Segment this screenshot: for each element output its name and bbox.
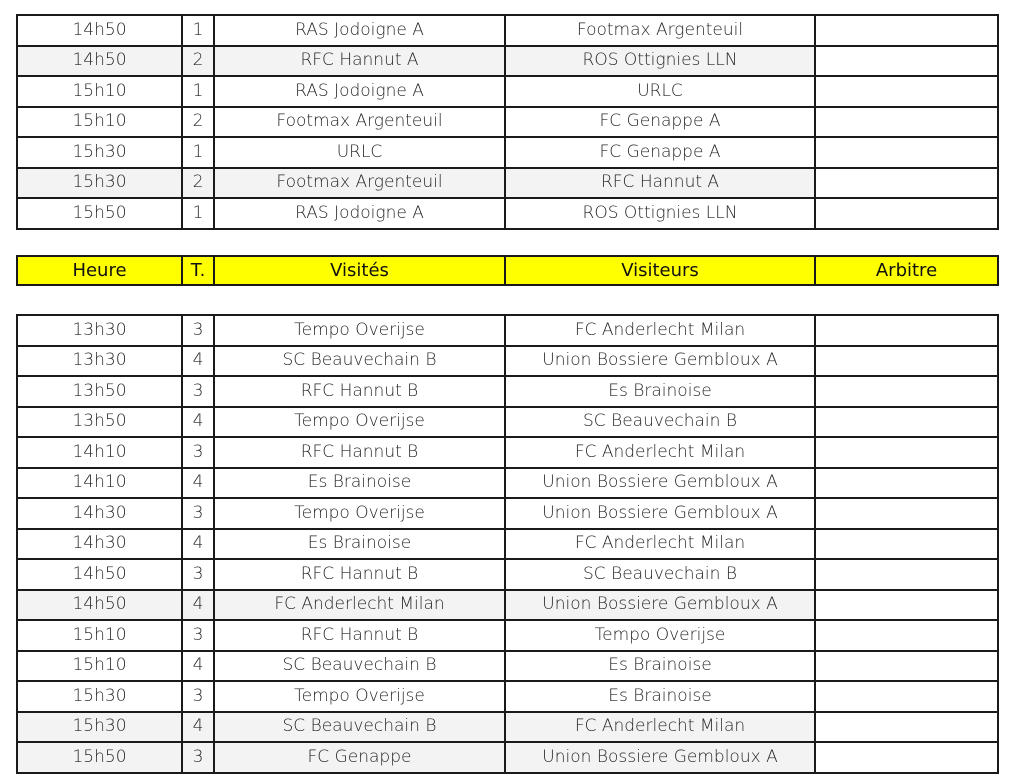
table-row: [17, 559, 998, 590]
match-time: 15h30: [17, 137, 182, 168]
schedule-table-bottom-body: [17, 315, 998, 773]
table-row: [17, 46, 998, 77]
match-terrain: 3: [182, 498, 214, 529]
table-row: [17, 168, 998, 199]
header-time: Heure: [17, 256, 182, 285]
home-team: RFC Hannut B: [214, 620, 505, 651]
table-row: [17, 620, 998, 651]
table-row: [17, 15, 998, 46]
referee-cell[interactable]: [815, 376, 998, 407]
header-referee: Arbitre: [815, 256, 998, 285]
away-team: FC Anderlecht Milan: [505, 437, 815, 468]
away-team: FC Anderlecht Milan: [505, 529, 815, 560]
away-team: FC Genappe A: [505, 107, 815, 138]
away-team: Footmax Argenteuil: [505, 15, 815, 46]
match-terrain: 2: [182, 107, 214, 138]
referee-cell[interactable]: [815, 468, 998, 499]
match-terrain: 3: [182, 559, 214, 590]
home-team: SC Beauvechain B: [214, 651, 505, 682]
home-team: Footmax Argenteuil: [214, 168, 505, 199]
match-time: 15h50: [17, 742, 182, 773]
referee-cell[interactable]: [815, 712, 998, 743]
match-terrain: 3: [182, 620, 214, 651]
match-time: 14h10: [17, 437, 182, 468]
away-team: Union Bossiere Gembloux A: [505, 590, 815, 621]
away-team: Es Brainoise: [505, 651, 815, 682]
header-away-team: Visiteurs: [505, 256, 815, 285]
table-row: [17, 590, 998, 621]
match-time: 13h50: [17, 407, 182, 438]
match-time: 15h10: [17, 651, 182, 682]
table-row: [17, 137, 998, 168]
match-terrain: 1: [182, 198, 214, 229]
home-team: FC Anderlecht Milan: [214, 590, 505, 621]
match-time: 14h30: [17, 498, 182, 529]
match-terrain: 1: [182, 15, 214, 46]
table-row: [17, 712, 998, 743]
schedule-header-table: [16, 255, 999, 286]
match-terrain: 4: [182, 346, 214, 377]
match-terrain: 3: [182, 681, 214, 712]
match-terrain: 3: [182, 315, 214, 346]
away-team: Union Bossiere Gembloux A: [505, 468, 815, 499]
match-terrain: 4: [182, 468, 214, 499]
match-time: 14h50: [17, 590, 182, 621]
referee-cell[interactable]: [815, 407, 998, 438]
match-time: 13h50: [17, 376, 182, 407]
match-time: 15h30: [17, 681, 182, 712]
match-terrain: 4: [182, 407, 214, 438]
home-team: RAS Jodoigne A: [214, 76, 505, 107]
home-team: URLC: [214, 137, 505, 168]
referee-cell[interactable]: [815, 651, 998, 682]
table-row: [17, 107, 998, 138]
away-team: ROS Ottignies LLN: [505, 198, 815, 229]
referee-cell[interactable]: [815, 315, 998, 346]
referee-cell[interactable]: [815, 346, 998, 377]
match-time: 15h50: [17, 198, 182, 229]
match-time: 15h30: [17, 168, 182, 199]
away-team: RFC Hannut A: [505, 168, 815, 199]
home-team: Tempo Overijse: [214, 407, 505, 438]
match-terrain: 3: [182, 437, 214, 468]
match-terrain: 2: [182, 46, 214, 77]
home-team: Footmax Argenteuil: [214, 107, 505, 138]
referee-cell[interactable]: [815, 15, 998, 46]
home-team: Es Brainoise: [214, 468, 505, 499]
home-team: RFC Hannut B: [214, 376, 505, 407]
away-team: SC Beauvechain B: [505, 559, 815, 590]
referee-cell[interactable]: [815, 198, 998, 229]
match-time: 15h30: [17, 712, 182, 743]
table-row: [17, 498, 998, 529]
header-terrain: T.: [182, 256, 214, 285]
match-time: 14h50: [17, 559, 182, 590]
away-team: URLC: [505, 76, 815, 107]
match-terrain: 4: [182, 590, 214, 621]
home-team: RFC Hannut B: [214, 559, 505, 590]
table-row: [17, 681, 998, 712]
match-terrain: 2: [182, 168, 214, 199]
away-team: Es Brainoise: [505, 681, 815, 712]
table-row: [17, 76, 998, 107]
referee-cell[interactable]: [815, 742, 998, 773]
home-team: RAS Jodoigne A: [214, 15, 505, 46]
referee-cell[interactable]: [815, 437, 998, 468]
schedule-table-top-body: [17, 15, 998, 229]
table-row: [17, 407, 998, 438]
home-team: SC Beauvechain B: [214, 346, 505, 377]
home-team: Tempo Overijse: [214, 498, 505, 529]
table-row: [17, 346, 998, 377]
match-time: 14h50: [17, 46, 182, 77]
away-team: SC Beauvechain B: [505, 407, 815, 438]
away-team: FC Genappe A: [505, 137, 815, 168]
match-terrain: 1: [182, 137, 214, 168]
schedule-table-bottom: [16, 314, 999, 774]
match-terrain: 1: [182, 76, 214, 107]
match-time: 13h30: [17, 346, 182, 377]
table-row: [17, 376, 998, 407]
header-row: [17, 256, 998, 285]
referee-cell[interactable]: [815, 559, 998, 590]
match-terrain: 3: [182, 742, 214, 773]
away-team: Es Brainoise: [505, 376, 815, 407]
referee-cell[interactable]: [815, 76, 998, 107]
referee-cell[interactable]: [815, 590, 998, 621]
away-team: FC Anderlecht Milan: [505, 315, 815, 346]
referee-cell[interactable]: [815, 137, 998, 168]
table-row: [17, 468, 998, 499]
match-terrain: 4: [182, 529, 214, 560]
home-team: RFC Hannut A: [214, 46, 505, 77]
header-home-team: Visités: [214, 256, 505, 285]
match-time: 15h10: [17, 76, 182, 107]
match-time: 13h30: [17, 315, 182, 346]
referee-cell[interactable]: [815, 168, 998, 199]
away-team: Union Bossiere Gembloux A: [505, 742, 815, 773]
table-row: [17, 437, 998, 468]
table-row: [17, 651, 998, 682]
away-team: Union Bossiere Gembloux A: [505, 346, 815, 377]
home-team: Es Brainoise: [214, 529, 505, 560]
match-terrain: 4: [182, 712, 214, 743]
away-team: ROS Ottignies LLN: [505, 46, 815, 77]
away-team: Tempo Overijse: [505, 620, 815, 651]
match-time: 14h50: [17, 15, 182, 46]
referee-cell[interactable]: [815, 46, 998, 77]
match-time: 15h10: [17, 107, 182, 138]
match-time: 14h10: [17, 468, 182, 499]
home-team: RAS Jodoigne A: [214, 198, 505, 229]
table-row: [17, 198, 998, 229]
match-time: 14h30: [17, 529, 182, 560]
away-team: FC Anderlecht Milan: [505, 712, 815, 743]
away-team: Union Bossiere Gembloux A: [505, 498, 815, 529]
home-team: SC Beauvechain B: [214, 712, 505, 743]
table-row: [17, 529, 998, 560]
home-team: Tempo Overijse: [214, 315, 505, 346]
match-terrain: 3: [182, 376, 214, 407]
match-terrain: 4: [182, 651, 214, 682]
home-team: FC Genappe: [214, 742, 505, 773]
schedule-table-top: [16, 14, 999, 230]
referee-cell[interactable]: [815, 107, 998, 138]
table-row: [17, 742, 998, 773]
home-team: Tempo Overijse: [214, 681, 505, 712]
referee-cell[interactable]: [815, 498, 998, 529]
home-team: RFC Hannut B: [214, 437, 505, 468]
referee-cell[interactable]: [815, 620, 998, 651]
referee-cell[interactable]: [815, 681, 998, 712]
referee-cell[interactable]: [815, 529, 998, 560]
table-row: [17, 315, 998, 346]
match-time: 15h10: [17, 620, 182, 651]
